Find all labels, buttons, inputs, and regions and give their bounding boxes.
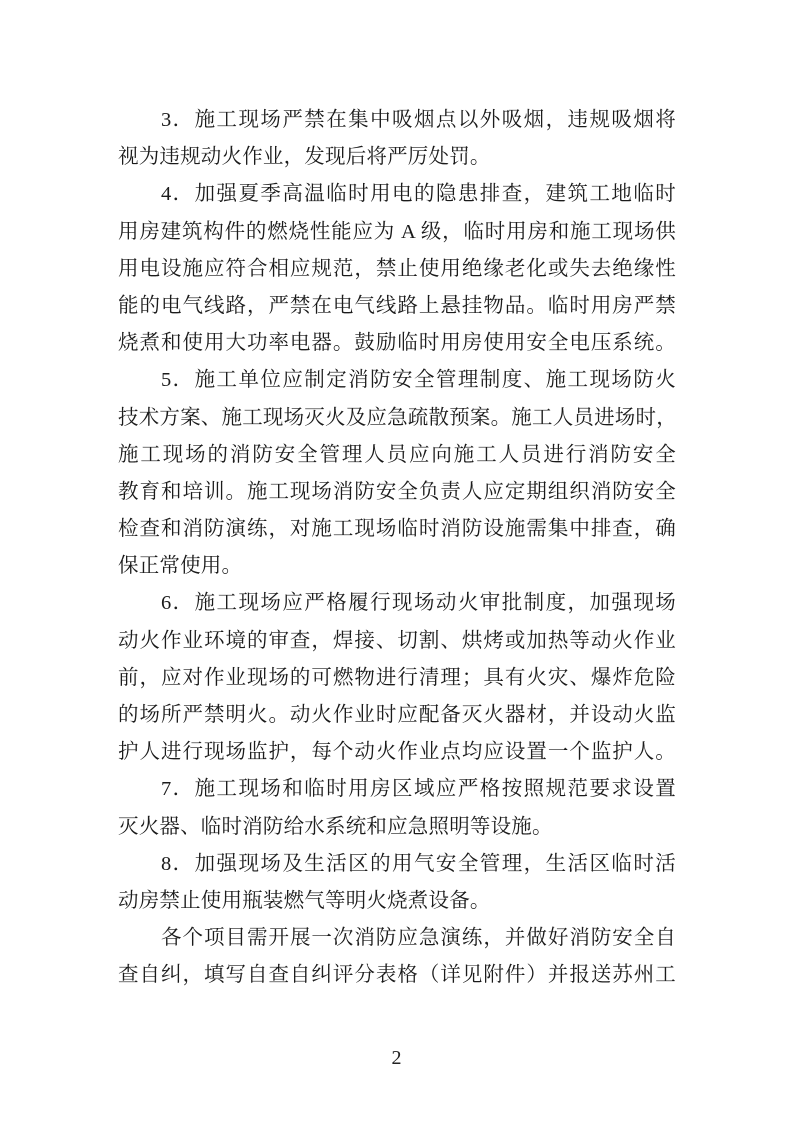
text-line: 教育和培训。施工现场消防安全负责人应定期组织消防安全 (118, 480, 676, 503)
text-line: 各个项目需开展一次消防应急演练，并做好消防安全自 (161, 927, 676, 950)
text-line: 查自纠，填写自查自纠评分表格（详见附件）并报送苏州工 (118, 964, 676, 987)
text-line: 用电设施应符合相应规范，禁止使用绝缘老化或失去绝缘性 (118, 257, 676, 280)
text-line: 检查和消防演练，对施工现场临时消防设施需集中排查，确 (118, 518, 676, 541)
paragraph (118, 102, 676, 176)
document-body (118, 102, 676, 995)
text-line: 前，应对作业现场的可燃物进行清理；具有火灾、爆炸危险 (118, 666, 676, 689)
text-line: 8．加强现场及生活区的用气安全管理，生活区临时活 (161, 852, 676, 875)
text-line: 护人进行现场监护，每个动火作业点均应设置一个监护人。 (118, 741, 676, 764)
text-line: 动房禁止使用瓶装燃气等明火烧煮设备。 (118, 889, 491, 912)
paragraph (118, 846, 676, 920)
paragraph (118, 362, 676, 585)
text-line: 7．施工现场和临时用房区域应严格按照规范要求设置 (161, 778, 676, 801)
text-line: 用房建筑构件的燃烧性能应为 A 级，临时用房和施工现场供 (118, 220, 676, 243)
text-line: 6．施工现场应严格履行现场动火审批制度，加强现场 (161, 592, 676, 615)
text-line: 保正常使用。 (118, 555, 243, 578)
text-line: 烧煮和使用大功率电器。鼓励临时用房使用安全电压系统。 (118, 332, 676, 355)
text-line: 施工现场的消防安全管理人员应向施工人员进行消防安全 (118, 443, 676, 466)
text-line: 视为违规动火作业，发现后将严厉处罚。 (118, 146, 491, 169)
paragraph (118, 585, 676, 771)
text-line: 能的电气线路，严禁在电气线路上悬挂物品。临时用房严禁 (118, 294, 676, 317)
paragraph (118, 920, 676, 994)
text-line: 的场所严禁明火。动火作业时应配备灭火器材，并设动火监 (118, 704, 676, 726)
page-number: 2 (391, 1047, 402, 1069)
text-line: 灭火器、临时消防给水系统和应急照明等设施。 (118, 815, 553, 838)
text-line: 3．施工现场严禁在集中吸烟点以外吸烟，违规吸烟将 (161, 109, 676, 131)
paragraph (118, 771, 676, 845)
text-line: 技术方案、施工现场灭火及应急疏散预案。施工人员进场时， (118, 406, 677, 429)
paragraph (118, 176, 676, 362)
text-line: 5．施工单位应制定消防安全管理制度、施工现场防火 (161, 369, 676, 392)
text-line: 4．加强夏季高温临时用电的隐患排查，建筑工地临时 (161, 183, 676, 206)
text-line: 动火作业环境的审查，焊接、切割、烘烤或加热等动火作业 (118, 629, 676, 652)
